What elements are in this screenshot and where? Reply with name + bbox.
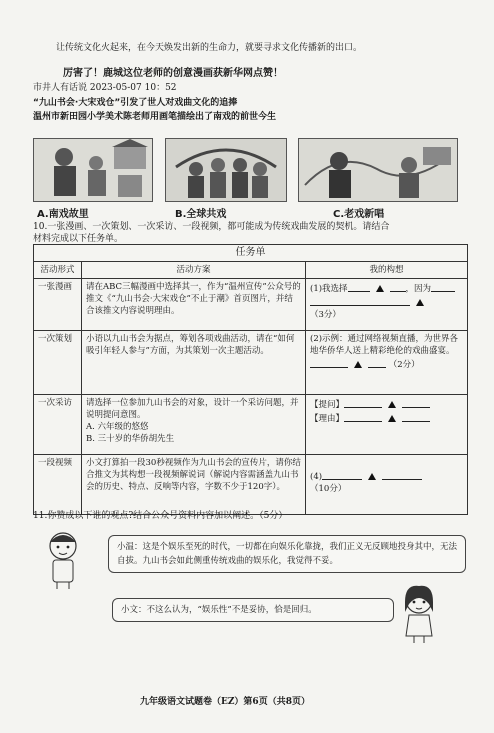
row-form: 一张漫画 bbox=[34, 279, 82, 331]
task-sheet-table bbox=[33, 244, 468, 515]
idea-prefix: (4) bbox=[310, 472, 323, 482]
q10-line-2: 材料完成以下任务单。 bbox=[33, 234, 124, 244]
triangle-marker-icon bbox=[354, 361, 362, 368]
idea-score: （10分） bbox=[310, 484, 347, 494]
row-form: 一次采访 bbox=[34, 395, 82, 455]
triangle-marker-icon bbox=[388, 415, 396, 422]
answer-blank[interactable] bbox=[390, 281, 406, 292]
article-headline-1: “九山书会·大宋戏仓”引发了世人对戏曲文化的追捧 bbox=[33, 98, 238, 108]
answer-blank[interactable] bbox=[310, 295, 410, 306]
table-row bbox=[34, 455, 468, 515]
header-idea: 我的构想 bbox=[306, 262, 468, 279]
idea-score: （2分） bbox=[388, 360, 420, 370]
idea-example: (2)示例：通过网络视频直播，为世界各地华侨华人送上精彩绝伦的戏曲盛宴。 bbox=[310, 334, 459, 356]
intro-line: 让传统文化火起来，在今天焕发出新的生命力，就要寻求文化传播新的出口。 bbox=[56, 43, 363, 53]
q10-line-1: 10.一张漫画、一次策划、一次采访、一段视频，都可能成为传统戏曲发展的契机。请结合 bbox=[33, 222, 390, 232]
option-a: A. 六年级的悠悠 bbox=[86, 422, 149, 432]
comic-illustration-c bbox=[299, 139, 457, 201]
row-idea[interactable] bbox=[306, 279, 468, 331]
row-idea[interactable] bbox=[306, 395, 468, 455]
speech-bubble-xiaowen-a: 小温：这是个娱乐至死的时代，一切都在向娱乐化靠拢，我们正义无反顾地投身其中，无法自拔。九山书会如此侧重传统戏曲的娱乐化，我觉得不妥。 bbox=[108, 535, 466, 573]
header-plan: 活动方案 bbox=[82, 262, 306, 279]
idea-prefix: (1)我选择 bbox=[310, 284, 348, 294]
comic-panel-b bbox=[165, 138, 287, 202]
comic-panel-c bbox=[298, 138, 458, 202]
praise-headline: 厉害了！鹿城这位老师的创意漫画获新华网点赞！ bbox=[63, 68, 283, 79]
source-time: 市井人有话说 2023-05-07 10：52 bbox=[33, 83, 177, 93]
girl-character-icon bbox=[396, 582, 442, 644]
answer-blank[interactable] bbox=[344, 411, 382, 422]
idea-score: （3分） bbox=[310, 310, 341, 320]
idea-question-label: 【提问】 bbox=[310, 400, 345, 410]
idea-reason-label: 【理由】 bbox=[310, 414, 345, 424]
article-headline-2: 温州市新田园小学美术陈老师用画笔描绘出了南戏的前世今生 bbox=[33, 112, 277, 122]
answer-blank[interactable] bbox=[344, 397, 382, 408]
page-footer: 九年级语文试题卷（EZ）第6页（共8页） bbox=[140, 697, 310, 707]
speech-bubble-xiaowen-b: 小文：不这么认为，“娱乐性”不是妥协，恰是回归。 bbox=[112, 598, 394, 622]
table-row bbox=[34, 331, 468, 395]
plan-intro: 请选择一位参加九山书会的对象，设计一个采访问题，并说明提问意图。 bbox=[86, 398, 299, 420]
row-idea[interactable] bbox=[306, 331, 468, 395]
answer-blank[interactable] bbox=[322, 469, 362, 480]
option-b: B. 三十岁的华侨胡先生 bbox=[86, 434, 175, 444]
triangle-marker-icon bbox=[368, 473, 376, 480]
comic-panel-a bbox=[33, 138, 153, 202]
panel-label-a: A.南戏故里 bbox=[37, 209, 89, 220]
comic-illustration-b bbox=[166, 139, 286, 201]
idea-mid: ，因为 bbox=[405, 284, 432, 294]
panel-label-c: C.老戏新唱 bbox=[333, 209, 385, 220]
answer-blank[interactable] bbox=[382, 469, 422, 480]
row-form: 一次策划 bbox=[34, 331, 82, 395]
triangle-marker-icon bbox=[376, 285, 384, 292]
row-plan: 小文打算拍一段30秒视频作为九山书会的宣传片，请你结合推文为其构想一段视频解说词（解说内容需涵盖九山书会的历史、特点、反响等内容，字数不少于120字）。 bbox=[82, 455, 306, 515]
boy-character-icon bbox=[40, 528, 86, 590]
comic-illustration-a bbox=[34, 139, 152, 201]
answer-blank[interactable] bbox=[348, 281, 370, 292]
row-idea[interactable] bbox=[306, 455, 468, 515]
table-row bbox=[34, 279, 468, 331]
q11-text: 11.你赞成以下谁的观点?结合公众号资料内容加以阐述。（5分） bbox=[33, 511, 288, 521]
panel-label-b: B.全球共戏 bbox=[175, 209, 227, 220]
row-form: 一段视频 bbox=[34, 455, 82, 515]
row-plan: 小语以九山书会为据点，筹划各项戏曲活动，请在“如何吸引年轻人参与”方面，为其策划一次主题活动。 bbox=[82, 331, 306, 395]
answer-blank[interactable] bbox=[310, 357, 348, 368]
table-row bbox=[34, 395, 468, 455]
answer-blank[interactable] bbox=[431, 281, 455, 292]
triangle-marker-icon bbox=[416, 299, 424, 306]
answer-blank[interactable] bbox=[402, 397, 430, 408]
task-sheet-title: 任务单 bbox=[34, 245, 468, 262]
answer-blank[interactable] bbox=[368, 357, 386, 368]
row-plan bbox=[82, 395, 306, 455]
triangle-marker-icon bbox=[388, 401, 396, 408]
row-plan: 请在ABC三幅漫画中选择其一，作为“温州宣传”公众号的推文《“九山书会·大宋戏仓”不止于潮》首页图片，并结合该推文内容说明理由。 bbox=[82, 279, 306, 331]
header-form: 活动形式 bbox=[34, 262, 82, 279]
answer-blank[interactable] bbox=[402, 411, 430, 422]
